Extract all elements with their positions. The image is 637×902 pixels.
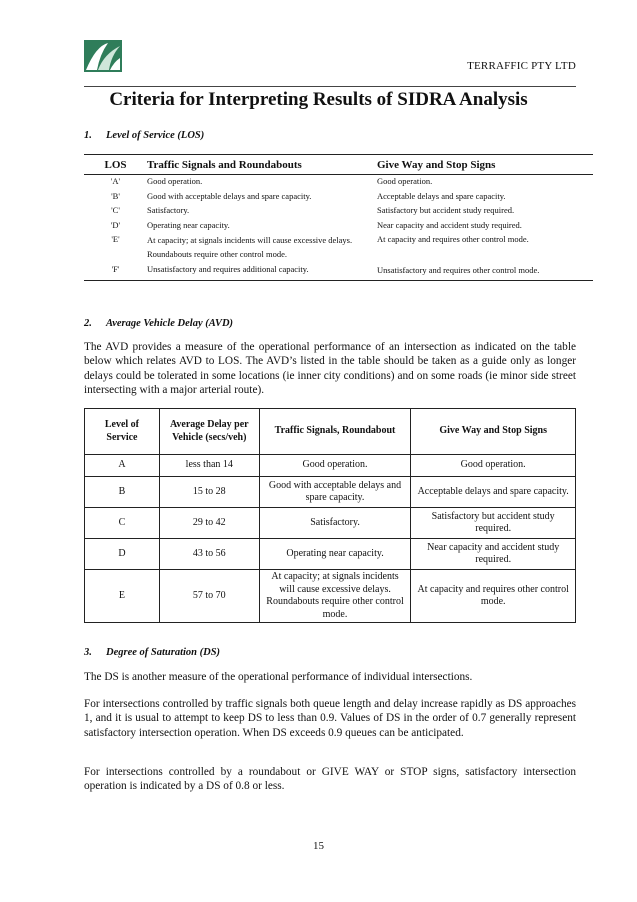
section-number: 2.: [84, 318, 92, 329]
table-row: [85, 508, 576, 539]
los-cell: 'D': [110, 219, 121, 230]
header-giveway: Give Way and Stop Signs: [411, 409, 576, 455]
header-signals: Traffic Signals, Roundabout: [259, 409, 411, 455]
giveway-cell: Unsatisfactory and requires other control mode.: [377, 264, 540, 275]
table-row: [84, 190, 593, 203]
giveway-cell: Near capacity and accident study required.: [377, 219, 522, 230]
table-row: [85, 477, 576, 508]
los-cell: E: [85, 570, 160, 623]
giveway-cell: Near capacity and accident study required.: [411, 539, 576, 570]
header-signals: Traffic Signals and Roundabouts: [147, 158, 302, 171]
giveway-cell: Satisfactory but accident study required.: [411, 508, 576, 539]
table-row: [85, 455, 576, 477]
avd-table: [84, 408, 576, 623]
section-number: 1.: [84, 130, 92, 141]
los-cell: 'B': [111, 190, 120, 201]
section-heading-avd: [84, 318, 233, 329]
signals-cell: At capacity; at signals incidents will cause excessive delays. Roundabouts require other control mode.: [259, 570, 411, 623]
table-row: [84, 204, 593, 217]
delay-cell: 15 to 28: [159, 477, 259, 508]
giveway-cell: Acceptable delays and spare capacity.: [411, 477, 576, 508]
delay-cell: less than 14: [159, 455, 259, 477]
giveway-cell: Good operation.: [411, 455, 576, 477]
giveway-cell: Good operation.: [377, 176, 433, 186]
signals-cell: Good operation.: [259, 455, 411, 477]
company-name: TERRAFFIC PTY LTD: [467, 60, 576, 72]
los-cell: C: [85, 508, 160, 539]
signals-cell: Unsatisfactory and requires additional capacity.: [147, 263, 309, 274]
ds-paragraph: The DS is another measure of the operational performance of individual intersections.: [84, 671, 473, 683]
los-cell: 'F': [111, 263, 120, 274]
avd-table-header: [85, 409, 576, 455]
los-cell: A: [85, 455, 160, 477]
header-los: LOS: [104, 158, 127, 171]
delay-cell: 29 to 42: [159, 508, 259, 539]
delay-cell: 43 to 56: [159, 539, 259, 570]
los-table: [84, 154, 593, 281]
section-title: Average Vehicle Delay (AVD): [106, 318, 234, 329]
page-title: Criteria for Interpreting Results of SIDRA Analysis: [109, 89, 528, 110]
giveway-cell: At capacity and requires other control mode.: [411, 570, 576, 623]
table-row: [84, 219, 593, 232]
signals-cell: Satisfactory.: [147, 205, 190, 215]
company-logo: [84, 40, 122, 72]
header-giveway: Give Way and Stop Signs: [377, 158, 496, 171]
section-title: Degree of Saturation (DS): [106, 647, 221, 658]
page-number: 15: [313, 840, 324, 852]
table-row: [84, 175, 593, 188]
los-table-header: [84, 155, 593, 175]
los-cell: D: [85, 539, 160, 570]
header-level-of-service: Level of Service: [85, 409, 160, 455]
los-cell: 'C': [111, 205, 120, 215]
signals-cell: Operating near capacity.: [259, 539, 411, 570]
signals-cell: Operating near capacity.: [147, 219, 230, 230]
table-row: [84, 233, 593, 261]
giveway-cell: Satisfactory but accident study required.: [377, 205, 515, 215]
section-heading-los: [84, 130, 204, 141]
signals-cell: At capacity; at signals incidents will cause excessive delays. Roundabouts require other control mode.: [147, 235, 353, 259]
header-divider: [84, 86, 576, 87]
ds-paragraph: For intersections controlled by a roundabout or GIVE WAY or STOP signs, satisfactory intersection operation is indicated by a DS of 0.8 or less.: [84, 766, 576, 793]
signals-cell: Satisfactory.: [259, 508, 411, 539]
los-cell: 'A': [110, 176, 121, 186]
giveway-cell: At capacity and requires other control mode.: [377, 234, 529, 244]
section-title: Level of Service (LOS): [106, 130, 205, 141]
section-number: 3.: [84, 647, 92, 658]
signals-cell: Good operation.: [147, 176, 203, 186]
table-row: [84, 263, 593, 280]
signals-cell: Good with acceptable delays and spare capacity.: [259, 477, 411, 508]
avd-description: The AVD provides a measure of the operational performance of an intersection as indicated on the table below which relates AVD to LOS. The AVD’s listed in the table should be taken as a guide only as longer delays could be tolerated in some locations (ie inner city conditions) and on some roads (ie minor side street intersecting with a major arterial route).: [84, 341, 576, 397]
ds-paragraph: For intersections controlled by traffic signals both queue length and delay increase rapidly as DS approaches 1, and it is usual to attempt to keep DS to less than 0.9. Values of DS in the order of 0.7 generally represent satisfactory intersection operation. When DS exceeds 0.9 queues can be anticipated.: [84, 698, 576, 739]
header-average-delay: Average Delay per Vehicle (secs/veh): [159, 409, 259, 455]
section-heading-ds: [84, 647, 220, 658]
table-row: [85, 539, 576, 570]
signals-cell: Good with acceptable delays and spare capacity.: [147, 190, 312, 201]
los-cell: 'E': [111, 234, 120, 244]
giveway-cell: Acceptable delays and spare capacity.: [377, 190, 506, 201]
los-cell: B: [85, 477, 160, 508]
table-row: [85, 570, 576, 623]
delay-cell: 57 to 70: [159, 570, 259, 623]
